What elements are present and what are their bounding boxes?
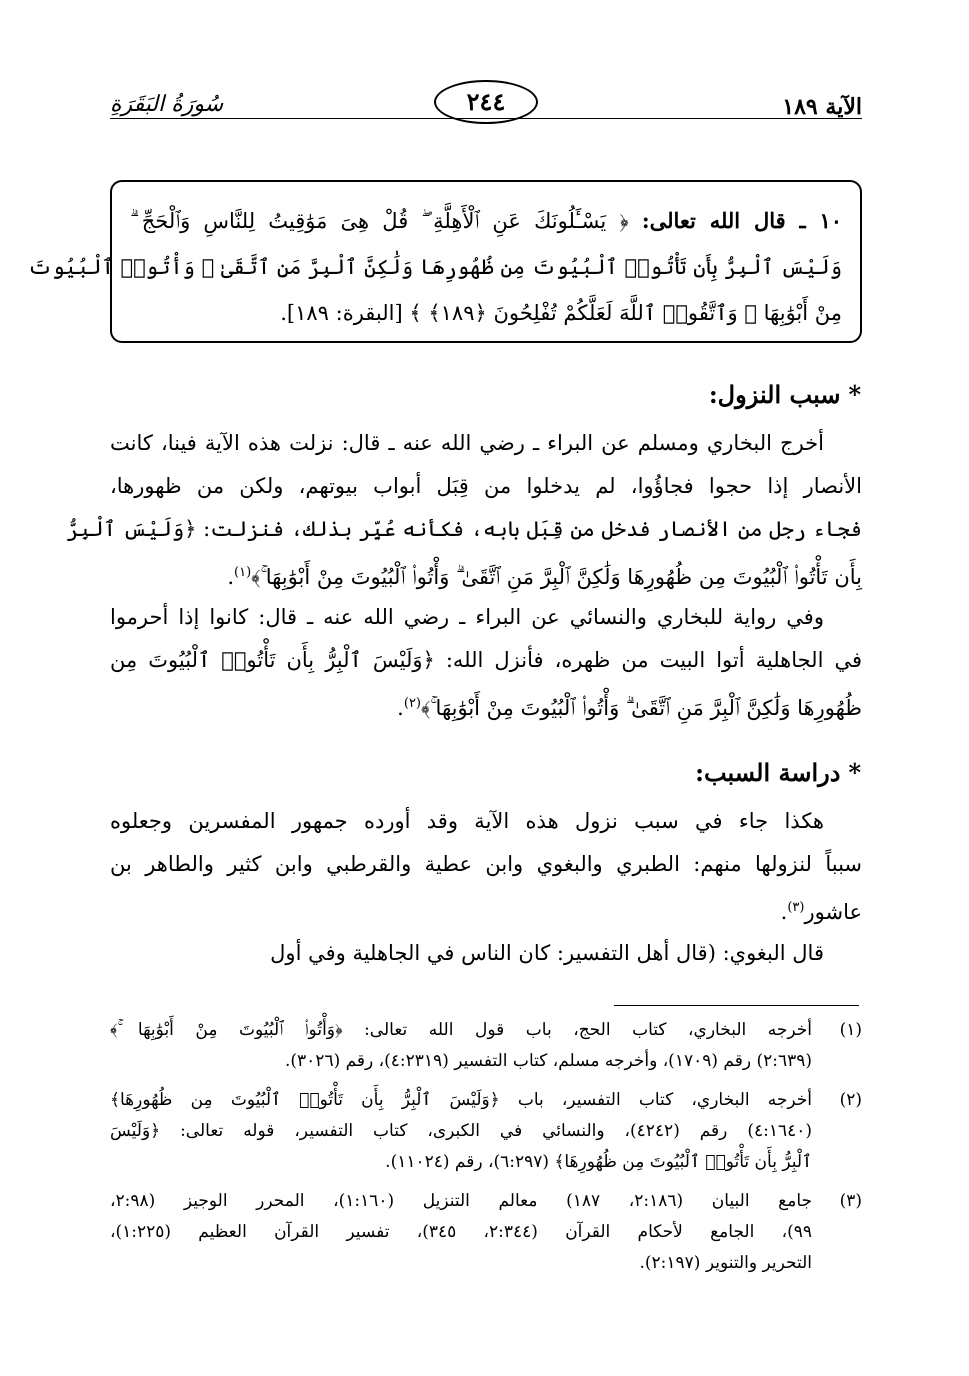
verse-line-2: وَلَيْسَ ٱلْبِرُّ بِأَن تَأْتُوا۟ ٱلْبُيُوتَ مِن ظُهُورِهَا وَلَٰكِنَّ ٱلْبِرَّ مَنِ ٱتَّقَىٰ ۗ وَأْتُوا۟ ٱلْبُيُوتَ xyxy=(27,255,842,279)
heading-text: دراسة السبب: xyxy=(695,758,841,787)
footnote-number: (٢) xyxy=(839,1090,862,1110)
text-line: سبباً لنزولها منهم: الطبري والبغوي وابن عطية والقرطبي وابن كثير والطاهر بن xyxy=(110,852,862,876)
text-line: فجاء رجل من الأنصار فدخل من قِبَل بابه، فكأنه عُيِّر بذلك، فنزلت: ﴿وَلَيْسَ ٱلْبِرُّ xyxy=(66,517,862,541)
footnote-line: ٱلْبِرُّ بِأَن تَأْتُوا۟ ٱلْبُيُوتَ مِن ظُهُورِهَا﴾ (٦:٢٩٧)، رقم (١١٠٢٤). xyxy=(385,1152,812,1172)
footnote-2 xyxy=(110,1085,862,1178)
page-number: ٢٤٤ xyxy=(434,80,538,124)
verse-box xyxy=(27,180,862,343)
verse-line-3: مِنْ أَبْوَٰبِهَا ۚ وَٱتَّقُوا۟ ٱللَّهَ لَعَلَّكُمْ تُفْلِحُونَ ﴿١٨٩﴾ ﴾ [البقرة: ١٨٩]. xyxy=(280,301,842,325)
text-line-body: ظُهُورِهَا وَلَٰكِنَّ ٱلْبِرَّ مَنِ ٱتَّقَىٰ ۗ وَأْتُوا۟ ٱلْبُيُوتَ مِنْ أَبْوَٰبِهَا ۚ﴾ xyxy=(421,696,862,720)
verse-lead: ١٠ ـ قال الله تعالى: xyxy=(641,208,842,233)
footnote-number: (٣) xyxy=(839,1191,862,1211)
verse-text-1: ﴿ يَسْـَٔلُونَكَ عَنِ ٱلْأَهِلَّةِ ۖ قُلْ هِىَ مَوَٰقِيتُ لِلنَّاسِ وَٱلْحَجِّ ۗ xyxy=(130,209,629,233)
surah-name: سُورَةُ البَقَرَةِ xyxy=(110,92,224,117)
footnote-line: أخرجه البخاري، كتاب الحج، باب قول الله تعالى: ﴿وَأْتُوا۟ ٱلْبُيُوتَ مِنْ أَبْوَٰبِهَا ۚ﴾ xyxy=(110,1020,812,1040)
footnote-line: ٩٩)، الجامع لأحكام القرآن (٢:٣٤٤، ٣٤٥)، تفسير القرآن العظيم (١:٢٢٥)، xyxy=(110,1222,812,1242)
paragraph-bukhari-muslim xyxy=(66,422,862,594)
text-line: قال البغوي: (قال أهل التفسير: كان الناس في الجاهلية وفي أول xyxy=(270,941,824,965)
footnote-number: (١) xyxy=(839,1020,862,1040)
footnote-3 xyxy=(110,1186,862,1279)
text-line: الأنصار إذا حجوا فجاؤُوا، لم يدخلوا من قِبَل أبواب بيوتهم، ولكن من ظهورها، xyxy=(110,474,862,498)
heading-study-of-reason xyxy=(695,758,861,787)
text-line-body: بِأَن تَأْتُوا۟ ٱلْبُيُوتَ مِن ظُهُورِهَا وَلَٰكِنَّ ٱلْبِرَّ مَنِ ٱتَّقَىٰ ۗ وَأْتُوا۟ ٱلْبُيُوتَ مِنْ أَبْوَٰبِهَا ۚ﴾ xyxy=(251,565,862,589)
footnote-divider xyxy=(614,1005,859,1006)
header-divider xyxy=(110,118,862,119)
text-line: في الجاهلية أتوا البيت من ظهره، فأنزل الله: ﴿وَلَيْسَ ٱلْبِرُّ بِأَن تَأْتُوا۟ ٱلْبُيُوتَ مِن xyxy=(110,648,862,672)
paragraph-commentators xyxy=(110,800,862,929)
footnote-ref-3[interactable]: (٣) xyxy=(787,900,805,915)
footnote-ref-1[interactable]: (١) xyxy=(234,565,252,580)
paragraph-bukhari-nasai xyxy=(110,596,862,725)
text-line-body: عاشور xyxy=(804,900,862,924)
page-header xyxy=(110,80,862,130)
footnote-line: جامع البيان (٢:١٨٦، ١٨٧) معالم التنزيل (١:١٦٠)، المحرر الوجيز (٢:٩٨، xyxy=(110,1191,813,1211)
text-line xyxy=(110,886,862,929)
sentence-end: . xyxy=(780,900,788,924)
footnote-ref-2[interactable]: (٢) xyxy=(403,696,421,711)
text-line: هكذا جاء في سبب نزول هذه الآية وقد أورده جمهور المفسرين وجعلوه xyxy=(110,809,824,833)
verse-label: الآية ١٨٩ xyxy=(782,94,862,120)
footnote-1 xyxy=(110,1015,862,1077)
footnote-line: أخرجه البخاري، كتاب التفسير، باب ﴿وَلَيْسَ ٱلْبِرُّ بِأَن تَأْتُوا۟ ٱلْبُيُوتَ مِن ظُهُورِهَا﴾ xyxy=(110,1090,812,1110)
heading-text: سبب النزول: xyxy=(708,380,841,409)
sentence-end: . xyxy=(227,565,235,589)
footnote-line: التحرير والتنوير (٢:١٩٧). xyxy=(639,1253,812,1273)
text-line xyxy=(110,551,862,594)
sentence-end: . xyxy=(397,696,404,720)
text-line xyxy=(110,682,862,725)
star-icon: * xyxy=(848,758,861,787)
text-line: وفي رواية للبخاري والنسائي عن البراء ـ رضي الله عنه ـ قال: كانوا إذا أحرموا xyxy=(110,605,824,629)
footnotes xyxy=(110,1015,862,1287)
footnote-line: (٤:١٦٤٠) رقم (٤٢٤٢)، والنسائي في الكبرى، كتاب التفسير، قوله تعالى: ﴿وَلَيْسَ xyxy=(110,1121,812,1141)
footnote-line: (٢:٦٣٩) رقم (١٧٠٩)، وأخرجه مسلم، كتاب التفسير (٤:٢٣١٩)، رقم (٣٠٢٦). xyxy=(285,1051,812,1071)
verse-line-1 xyxy=(130,198,842,244)
text-line: أخرج البخاري ومسلم عن البراء ـ رضي الله عنه ـ قال: نزلت هذه الآية فينا، كانت xyxy=(110,431,824,455)
heading-reason-of-revelation xyxy=(709,380,861,409)
star-icon: * xyxy=(848,380,861,409)
paragraph-baghawi xyxy=(110,932,862,975)
